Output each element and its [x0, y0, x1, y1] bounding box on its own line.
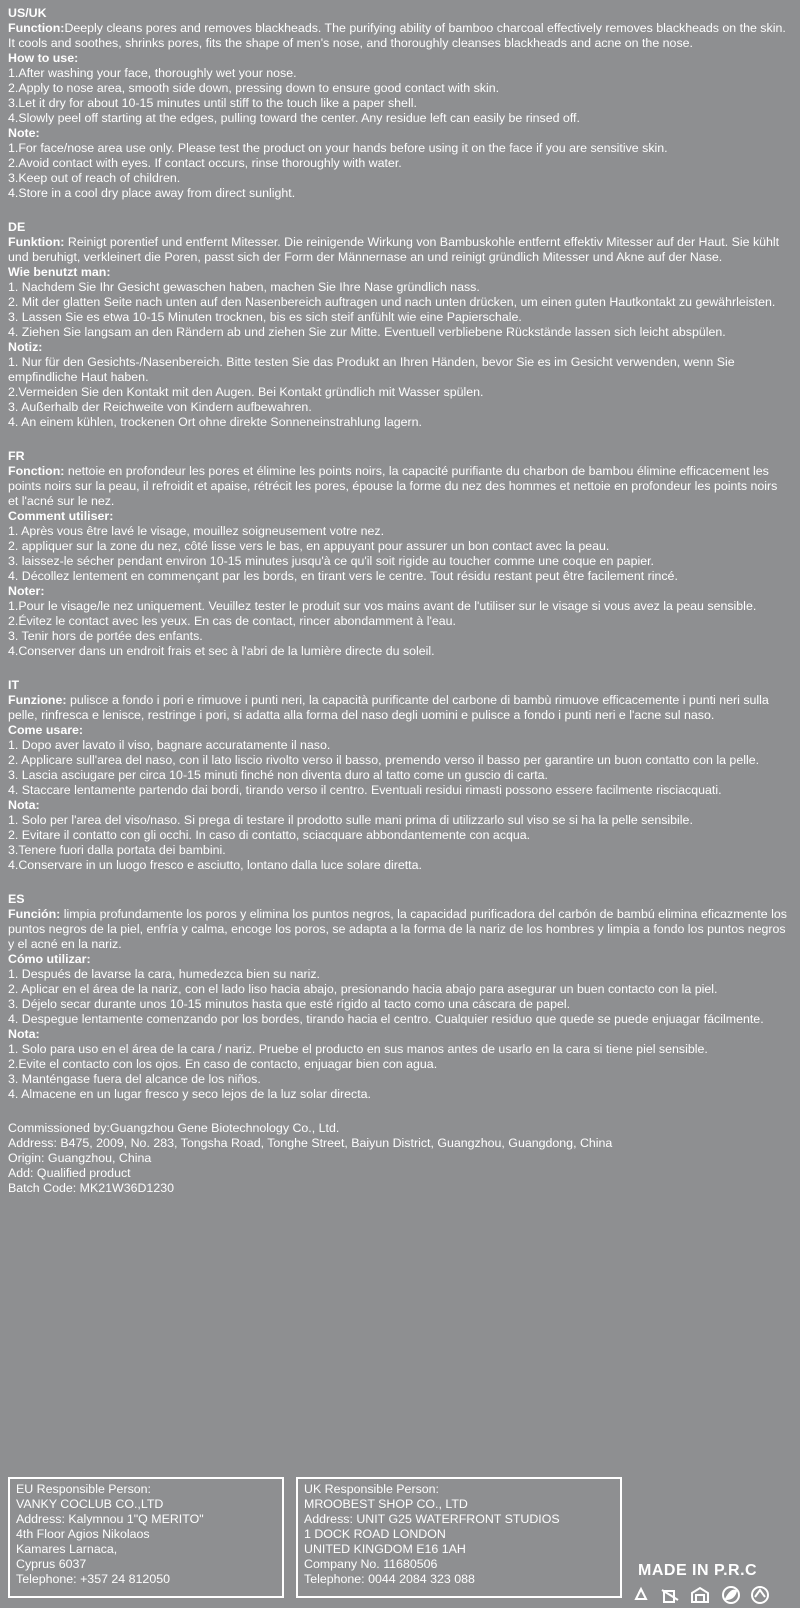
uk-line: 1 DOCK ROAD LONDON — [304, 1527, 446, 1541]
note-item: 3. Außerhalb der Reichweite von Kindern aufbewahren. — [8, 400, 312, 414]
howto-step: 2.Apply to nose area, smooth side down, pressing down to ensure good contact with skin. — [8, 81, 500, 95]
function-label: Funktion: — [8, 235, 65, 249]
howto-heading: Wie benutzt man: — [8, 265, 111, 279]
section-gap — [8, 201, 790, 220]
uk-line: Address: UNIT G25 WATERFRONT STUDIOS — [304, 1512, 560, 1526]
recycle-circle-icon — [752, 1587, 768, 1603]
note-item: 4.Conservare in un luogo fresco e asciutto, lontano dalla luce solare diretta. — [8, 858, 422, 872]
note-item: 1. Solo per l'area del viso/naso. Si prega di testare il prodotto sulle mani prima di utilizzarlo sul viso se si ha la pelle sensibile. — [8, 813, 693, 827]
note-item: 2.Évitez le contact avec les yeux. En cas de contact, rincer abondamment à l'eau. — [8, 614, 456, 628]
note-item: 2. Evitare il contatto con gli occhi. In caso di contatto, sciacquare abbondantemente con acqua. — [8, 828, 531, 842]
howto-heading: How to use: — [8, 51, 79, 65]
recycle-icon — [636, 1589, 646, 1599]
footer-line: Commissioned by:Guangzhou Gene Biotechnology Co., Ltd. — [8, 1121, 340, 1135]
language-heading: ES — [8, 892, 25, 906]
footer-line: Add: Qualified product — [8, 1166, 131, 1180]
function-label: Funzione: — [8, 693, 67, 707]
howto-step: 3. Lascia asciugare per circa 10-15 minuti finché non diventa duro al tatto come un guscio di carta. — [8, 768, 548, 782]
howto-step: 4. Décollez lentement en commençant par les bords, en tirant vers le centre. Tout résidu restant peut être facilement rincé. — [8, 569, 678, 583]
eu-line: Kamares Larnaca, — [16, 1542, 118, 1556]
note-item: 4. Almacene en un lugar fresco y seco lejos de la luz solar directa. — [8, 1087, 371, 1101]
howto-step: 4. Staccare lentamente partendo dai bordi, tirando verso il centro. Eventuali residui rimasti possono essere facilmente risciacquati. — [8, 783, 722, 797]
note-item: 1.For face/nose area use only. Please test the product on your hands before using it on the face if you are sensitive skin. — [8, 141, 668, 155]
note-item: 2.Vermeiden Sie den Kontakt mit den Augen. Bei Kontakt gründlich mit Wasser spülen. — [8, 385, 484, 399]
note-item: 4. An einem kühlen, trockenen Ort ohne direkte Sonneneinstrahlung lagern. — [8, 415, 422, 429]
howto-step: 2. Applicare sull'area del naso, con il lato liscio rivolto verso il basso, premendo verso il basso per garantire un buon contatto con la pelle. — [8, 753, 760, 767]
section-gap — [8, 873, 790, 892]
eu-line: 4th Floor Agios Nikolaos — [16, 1527, 150, 1541]
language-heading: US/UK — [8, 6, 47, 20]
note-item: 4.Conserver dans un endroit frais et sec à l'abri de la lumière directe du soleil. — [8, 644, 435, 658]
footer-line: Address: B475, 2009, No. 283, Tongsha Road, Tonghe Street, Baiyun District, Guangzhou, Guangdong, China — [8, 1136, 613, 1150]
howto-step: 4. Ziehen Sie langsam an den Rändern ab und ziehen Sie zur Mitte. Eventuell verbliebene Rückstände lassen sich leicht abspülen. — [8, 325, 726, 339]
howto-step: 3. Déjelo secar durante unos 10-15 minutos hasta que esté rígido al tacto como una cáscara de papel. — [8, 997, 571, 1011]
note-item: 4.Store in a cool dry place away from direct sunlight. — [8, 186, 296, 200]
howto-step: 4.Slowly peel off starting at the edges, pulling toward the center. Any residue left can easily be rinsed off. — [8, 111, 580, 125]
box-icon — [692, 1588, 708, 1602]
section-gap — [8, 659, 790, 678]
section-gap — [8, 430, 790, 449]
eu-line: EU Responsible Person: — [16, 1482, 151, 1496]
function-label: Función: — [8, 907, 61, 921]
uk-line: UK Responsible Person: — [304, 1482, 439, 1496]
note-item: 1. Nur für den Gesichts-/Nasenbereich. Bitte testen Sie das Produkt an Ihren Händen, bevor Sie es im Gesicht verwenden, wenn Sie empfindliche Haut haben. — [8, 355, 735, 384]
howto-step: 4. Despegue lentamente comenzando por los bordes, tirando hacia el centro. Cualquier residuo que quede se puede enjuagar fácilmente. — [8, 1012, 764, 1026]
note-heading: Note: — [8, 126, 40, 140]
note-item: 2.Evite el contacto con los ojos. En caso de contacto, enjuagar bien con agua. — [8, 1057, 438, 1071]
uk-line: MROOBEST SHOP CO., LTD — [304, 1497, 468, 1511]
note-item: 3.Keep out of reach of children. — [8, 171, 181, 185]
function-text: limpia profundamente los poros y elimina los puntos negros, la capacidad purificadora del carbón de bambú elimina eficazmente los puntos negros de la piel, enfría y calma, encoge los poros, se adapta a la forma de la nariz de los hombres y limpia a fondo los puntos negros y el acné en la nariz. — [8, 907, 787, 951]
uk-responsible-box — [296, 1477, 622, 1598]
manufacturer-info — [8, 1121, 790, 1196]
symbol-icons-svg — [632, 1585, 792, 1605]
note-heading: Nota: — [8, 1027, 40, 1041]
function-label: Fonction: — [8, 464, 65, 478]
howto-heading: Comment utiliser: — [8, 509, 114, 523]
uk-line: Company No. 11680506 — [304, 1557, 438, 1571]
trash-bin-icon — [662, 1590, 678, 1602]
function-paragraph — [8, 464, 790, 509]
language-heading: DE — [8, 220, 26, 234]
section-de — [8, 220, 790, 430]
note-heading: Notiz: — [8, 340, 43, 354]
function-paragraph — [8, 907, 790, 952]
note-heading: Nota: — [8, 798, 40, 812]
eu-line: Telephone: +357 24 812050 — [16, 1572, 170, 1586]
function-text: Deeply cleans pores and removes blackheads. The purifying ability of bamboo charcoal effectively removes blackheads on the skin. It cools and soothes, shrinks pores, fits the shape of men's nose, and thoroughly cleanses blackheads and acne on the nose. — [8, 21, 786, 50]
footer-line: Origin: Guangzhou, China — [8, 1151, 152, 1165]
section-us-uk — [8, 6, 790, 201]
howto-step: 1. Después de lavarse la cara, humedezca bien su nariz. — [8, 967, 321, 981]
function-paragraph — [8, 235, 790, 265]
section-it — [8, 678, 790, 873]
function-text: Reinigt porentief und entfernt Mitesser. Die reinigende Wirkung von Bambuskohle entfernt effektiv Mitesser auf der Haut. Sie kühlt und beruhigt, verkleinert die Poren, passt sich der Form der Männernase an und reinigt gründlich Mitesser und Akne auf der Nase. — [8, 235, 780, 264]
howto-step: 3.Let it dry for about 10-15 minutes until stiff to the touch like a paper shell. — [8, 96, 417, 110]
howto-heading: Come usare: — [8, 723, 84, 737]
function-text: pulisce a fondo i pori e rimuove i punti neri, la capacità purificante del carbone di bambù rimuove efficacemente i punti neri sulla pelle, rinfresca e lenisce, restringe i pori, si adatta alla forma del naso degli uomini e pulisce a fondo i punti neri e l'acne sul naso. — [8, 693, 769, 722]
footer-line: Batch Code: MK21W36D1230 — [8, 1181, 174, 1195]
section-fr — [8, 449, 790, 659]
section-es — [8, 892, 790, 1102]
note-item: 3. Tenir hors de portée des enfants. — [8, 629, 203, 643]
note-heading: Noter: — [8, 584, 45, 598]
function-paragraph — [8, 693, 790, 723]
eu-line: Cyprus 6037 — [16, 1557, 87, 1571]
language-heading: FR — [8, 449, 25, 463]
howto-step: 2. Mit der glatten Seite nach unten auf den Nasenbereich auftragen und nach unten drücken, um einen guten Hautkontakt zu gewährleisten. — [8, 295, 776, 309]
function-label: Function: — [8, 21, 65, 35]
leaf-icon — [723, 1587, 739, 1603]
language-heading: IT — [8, 678, 20, 692]
eu-line: Address: Kalymnou 1"Q MERITO" — [16, 1512, 204, 1526]
howto-heading: Cómo utilizar: — [8, 952, 91, 966]
note-item: 3.Tenere fuori dalla portata dei bambini. — [8, 843, 226, 857]
howto-step: 2. appliquer sur la zone du nez, côté lisse vers le bas, en appuyant pour assurer un bon contact avec la peau. — [8, 539, 610, 553]
howto-step: 3. laissez-le sécher pendant environ 10-15 minutes jusqu'à ce qu'il soit rigide au toucher comme une coque en papier. — [8, 554, 654, 568]
note-item: 1.Pour le visage/le nez uniquement. Veuillez tester le produit sur vos mains avant de l'utiliser sur le visage si vous avez la peau sensible. — [8, 599, 757, 613]
eu-line: VANKY COCLUB CO.,LTD — [16, 1497, 164, 1511]
howto-step: 1. Nachdem Sie Ihr Gesicht gewaschen haben, machen Sie Ihre Nase gründlich nass. — [8, 280, 480, 294]
howto-step: 1. Dopo aver lavato il viso, bagnare accuratamente il naso. — [8, 738, 331, 752]
made-in-label: MADE IN P.R.C — [638, 1562, 758, 1579]
note-item: 2.Avoid contact with eyes. If contact occurs, rinse thoroughly with water. — [8, 156, 402, 170]
note-item: 3. Manténgase fuera del alcance de los niños. — [8, 1072, 261, 1086]
howto-step: 1.After washing your face, thoroughly wet your nose. — [8, 66, 297, 80]
symbol-icons — [632, 1585, 792, 1605]
howto-step: 1. Après vous être lavé le visage, mouillez soigneusement votre nez. — [8, 524, 385, 538]
uk-line: UNITED KINGDOM E16 1AH — [304, 1542, 466, 1556]
howto-step: 3. Lassen Sie es etwa 10-15 Minuten trocknen, bis es sich steif anfühlt wie eine Papierschale. — [8, 310, 522, 324]
howto-step: 2. Aplicar en el área de la nariz, con el lado liso hacia abajo, presionando hacia abajo para asegurar un buen contacto con la piel. — [8, 982, 718, 996]
function-paragraph — [8, 21, 790, 51]
function-text: nettoie en profondeur les pores et élimine les points noirs, la capacité purifiante du charbon de bambou élimine efficacement les points noirs sur la peau, il refroidit et apaise, rétrécit les pores, épouse la forme du nez des hommes et nettoie en profondeur les points noirs et l'acné sur le nez. — [8, 464, 778, 508]
eu-responsible-box — [8, 1477, 284, 1598]
note-item: 1. Solo para uso en el área de la cara / nariz. Pruebe el producto en sus manos antes de usarlo en la cara si tiene piel sensible. — [8, 1042, 708, 1056]
responsible-persons — [8, 1477, 792, 1605]
uk-line: Telephone: 0044 2084 323 088 — [304, 1572, 475, 1586]
